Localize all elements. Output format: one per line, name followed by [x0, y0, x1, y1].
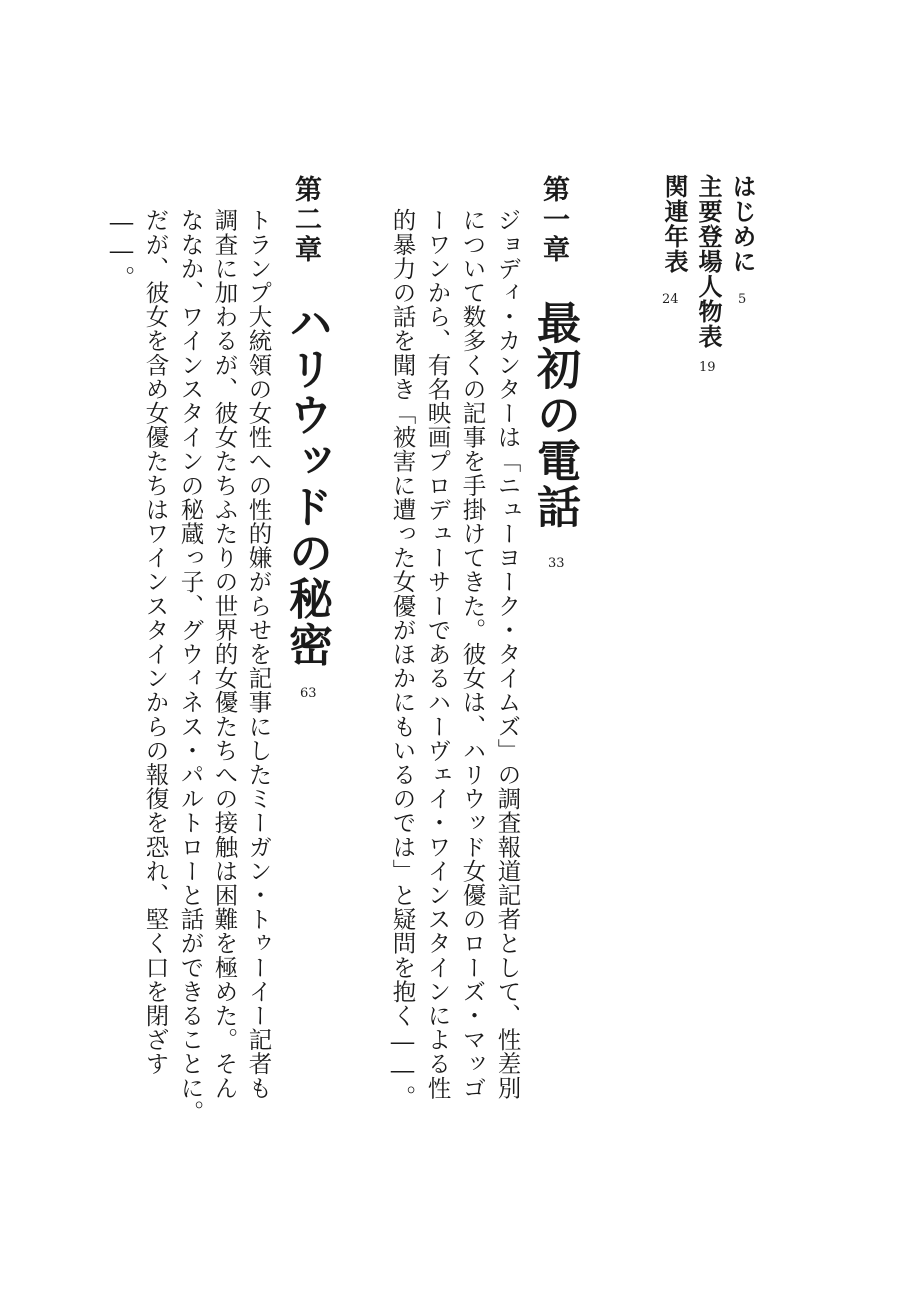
chapter-label: 第二章 [290, 175, 321, 265]
toc-item-label: 関連年表 [660, 174, 689, 274]
summary-line: ――。 [107, 208, 136, 290]
toc-item-label: はじめに [728, 174, 757, 274]
summary-line: ななか、ワインスタインの秘蔵っ子、グウィネス・パルトローと話ができることに。 [176, 208, 205, 1124]
summary-line: ジョディ・カンターは「ニューヨーク・タイムズ」の調査報道記者として、性差別 [493, 208, 522, 1100]
summary-line: だが、彼女を含め女優たちはワインスタインからの報復を恐れ、堅く口を閉ざす [141, 208, 170, 1076]
summary-line: ーワンから、有名映画プロデューサーであるハーヴェイ・ワインスタインによる性 [423, 208, 452, 1100]
toc-page-number: 19 [699, 360, 716, 375]
summary-line: 調査に加わるが、彼女たちふたりの世界的女優たちへの接触は困難を極めた。そん [210, 208, 239, 1100]
chapter-title: 最初の電話 [529, 300, 580, 530]
chapter-label: 第一章 [538, 175, 569, 265]
summary-line: について数多くの記事を手掛けてきた。彼女は、ハリウッド女優のローズ・マッゴ [458, 208, 487, 1100]
summary-line: トランプ大統領の女性への性的嫌がらせを記事にしたミーガン・トゥーイー記者も [244, 208, 273, 1100]
toc-page-number: 24 [662, 292, 679, 307]
toc-page-number: 5 [738, 292, 747, 307]
toc-item-label: 主要登場人物表 [694, 174, 723, 349]
chapter-title: ハリウッドの秘密 [281, 300, 332, 668]
summary-line: 的暴力の話を聞き「被害に遭った女優がほかにもいるのでは」と疑問を抱く――。 [388, 208, 417, 1109]
chapter-page-number: 63 [300, 686, 317, 701]
chapter-page-number: 33 [548, 556, 565, 571]
